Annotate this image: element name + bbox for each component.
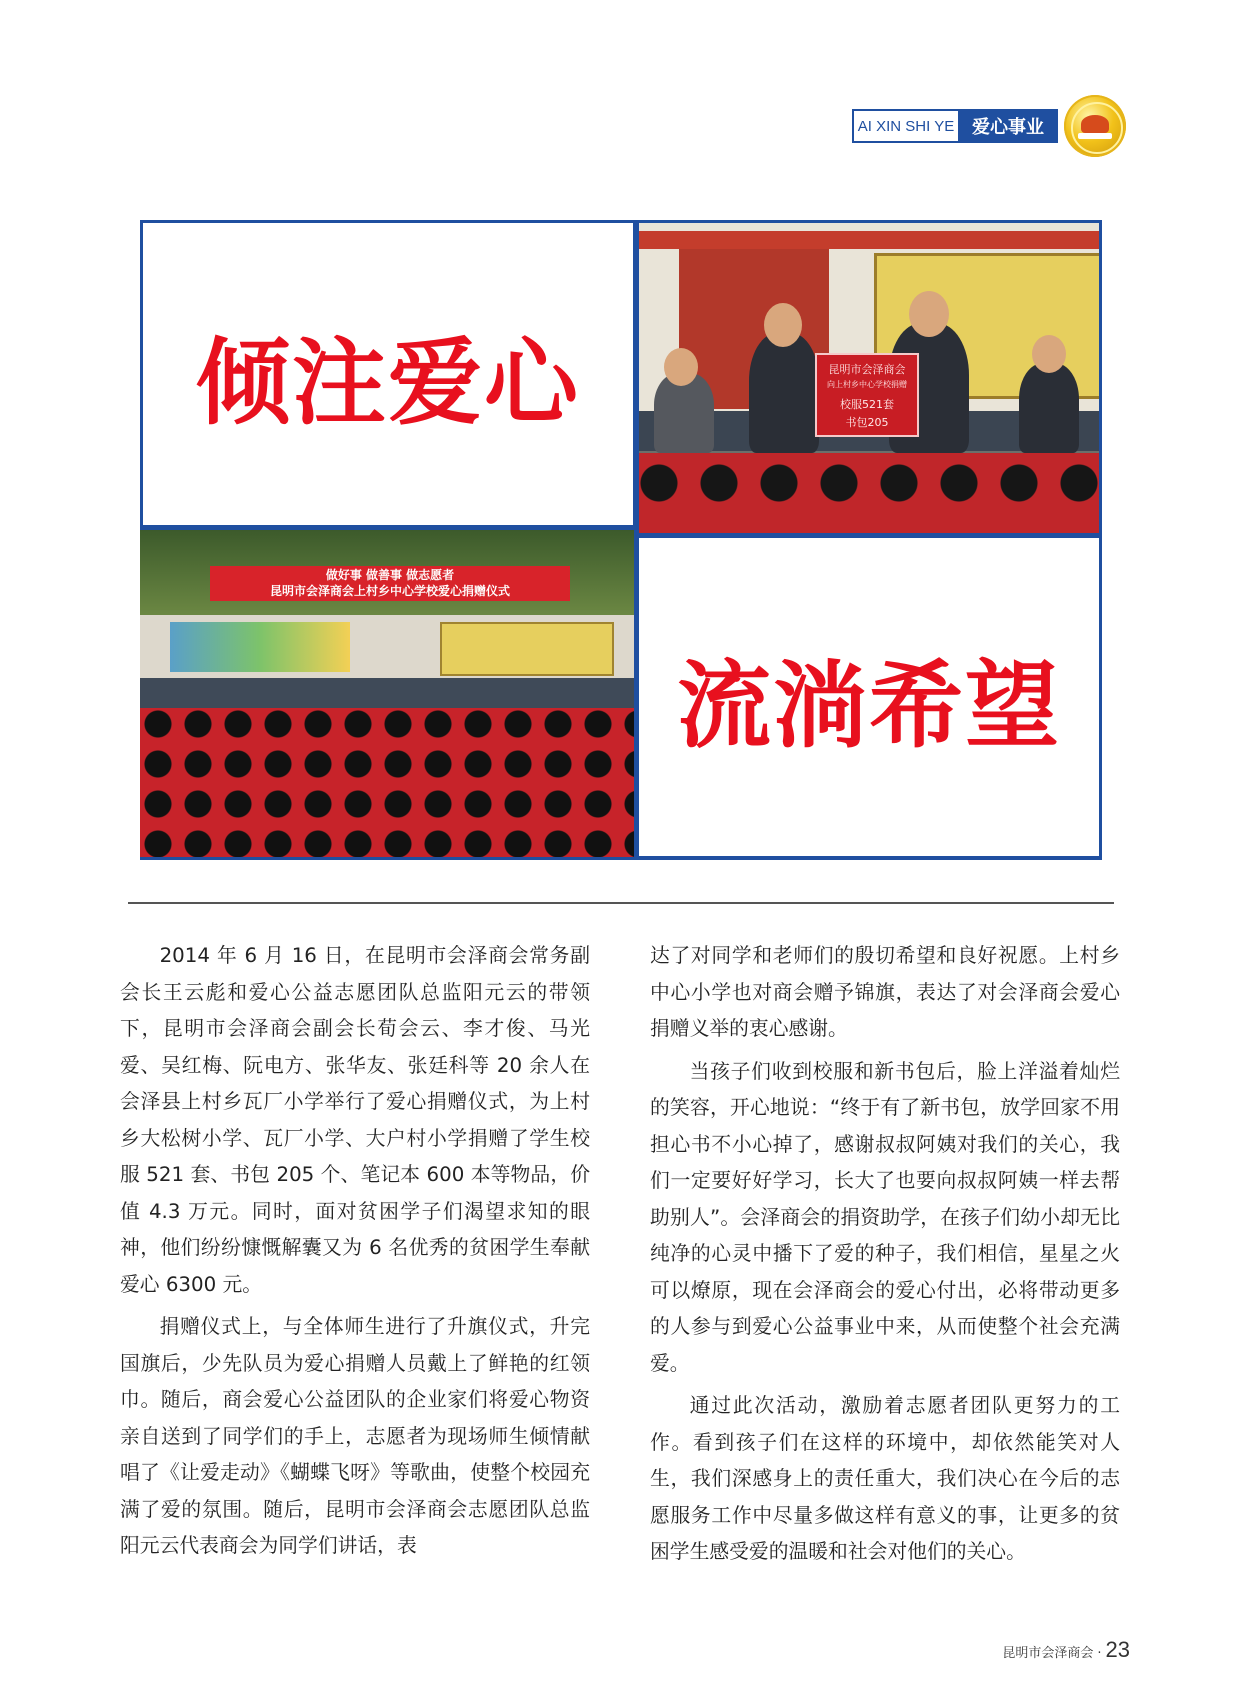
board-line: 校服521套 [840,398,894,411]
photo-banner-line2: 昆明市会泽商会上村乡中心学校爱心捐赠仪式 [269,584,510,598]
photo-person [749,333,819,453]
photo-mural [170,622,350,672]
board-line: 向上村乡中心学校捐赠 [827,380,907,389]
article-paragraph: 2014 年 6 月 16 日，在昆明市会泽商会常务副会长王云彪和爱心公益志愿团队总监阳元云的带领下，昆明市会泽商会副会长荀会云、李才俊、马光爱、吴红梅、阮电方、张华友、张廷科等 20 余人在会泽县上村乡瓦厂小学举行了爱心捐赠仪式，为上村乡大松树小学、瓦厂小学、大户村小学捐赠了学生校服 521 套、书包 205 个、笔记本 600 本等物品，价值 4.3 万元。同时，面对贫困学子们渴望求知的眼神，他们纷纷慷慨解囊又为 6 名优秀的贫困学生奉献爱心 6300 元。 [120,944,590,1296]
article-paragraph: 通过此次活动，激励着志愿者团队更努力的工作。看到孩子们在这样的环境中，却依然能笑对人生，我们深感身上的责任重大，我们决心在今后的志愿服务工作中尽量多做这样有意义的事，让更多的贫困学生感受爱的温暖和社会对他们的关心。 [650,1394,1120,1563]
slogan-panel-2 [639,538,1099,856]
article-paragraph: 达了对同学和老师们的殷切希望和良好祝愿。上村乡中心小学也对商会赠予锦旗，表达了对会泽商会爱心捐赠义举的衷心感谢。 [650,944,1120,1040]
emblem-core [1081,115,1109,133]
photo-students-crowd [140,708,634,857]
article-column-left [120,938,590,1571]
emblem-base [1078,133,1112,139]
section-header-en: AI XIN SHI YE [852,109,958,143]
page-footer [1002,1637,1130,1663]
emblem-icon [1064,95,1126,157]
section-header-cn: 爱心事业 [958,109,1058,143]
page-number: 23 [1105,1637,1130,1662]
article-column-right [650,938,1120,1577]
slogan-panel-1 [143,223,633,525]
photo-collage [140,220,1102,860]
board-line: 书包205 [845,416,889,429]
photo-person-head [909,291,949,337]
photo-students-crowd [639,453,1099,533]
photo-wall-stripe [639,231,1099,249]
divider-rule [128,902,1114,904]
slogan-2: 流淌希望 [676,650,1061,761]
photo-person-head [764,303,802,347]
photo-person-head [1032,335,1066,373]
photo-ceremony-crowd [140,530,634,857]
photo-banner-line1: 做好事 做善事 做志愿者 [325,568,455,582]
footer-separator: · [1097,1646,1102,1661]
photo-calligraphy [440,622,614,676]
photo-donation-handover [639,223,1099,533]
article-paragraph: 捐赠仪式上，与全体师生进行了升旗仪式，升完国旗后，少先队员为爱心捐赠人员戴上了鲜艳的红领巾。随后，商会爱心公益团队的企业家们将爱心物资亲自送到了同学们的手上，志愿者为现场师生倾情献唱了《让爱走动》《蝴蝶飞呀》等歌曲，使整个校园充满了爱的氛围。随后，昆明市会泽商会志愿团队总监阳元云代表商会为同学们讲话，表 [120,1315,590,1557]
section-header [852,109,1058,143]
article-paragraph: 当孩子们收到校服和新书包后，脸上洋溢着灿烂的笑容，开心地说：“终于有了新书包，放学回家不用担心书不小心掉了，感谢叔叔阿姨对我们的关心，我们一定要好好学习，长大了也要向叔叔阿姨一样去帮助别人”。会泽商会的捐资助学，在孩子们幼小却无比纯净的心灵中播下了爱的种子，我们相信，星星之火可以燎原，现在会泽商会的爱心付出，必将带动更多的人参与到爱心公益事业中来，从而使整个社会充满爱。 [650,1059,1120,1375]
photo-tables [140,678,634,710]
photo-person-head [664,348,698,386]
board-line: 昆明市会泽商会 [828,363,906,376]
photo-banner [210,566,570,601]
slogan-1: 倾注爱心 [195,327,580,438]
photo-person [1019,363,1079,453]
publication-name: 昆明市会泽商会 [1002,1646,1094,1661]
photo-donation-board [815,353,919,437]
